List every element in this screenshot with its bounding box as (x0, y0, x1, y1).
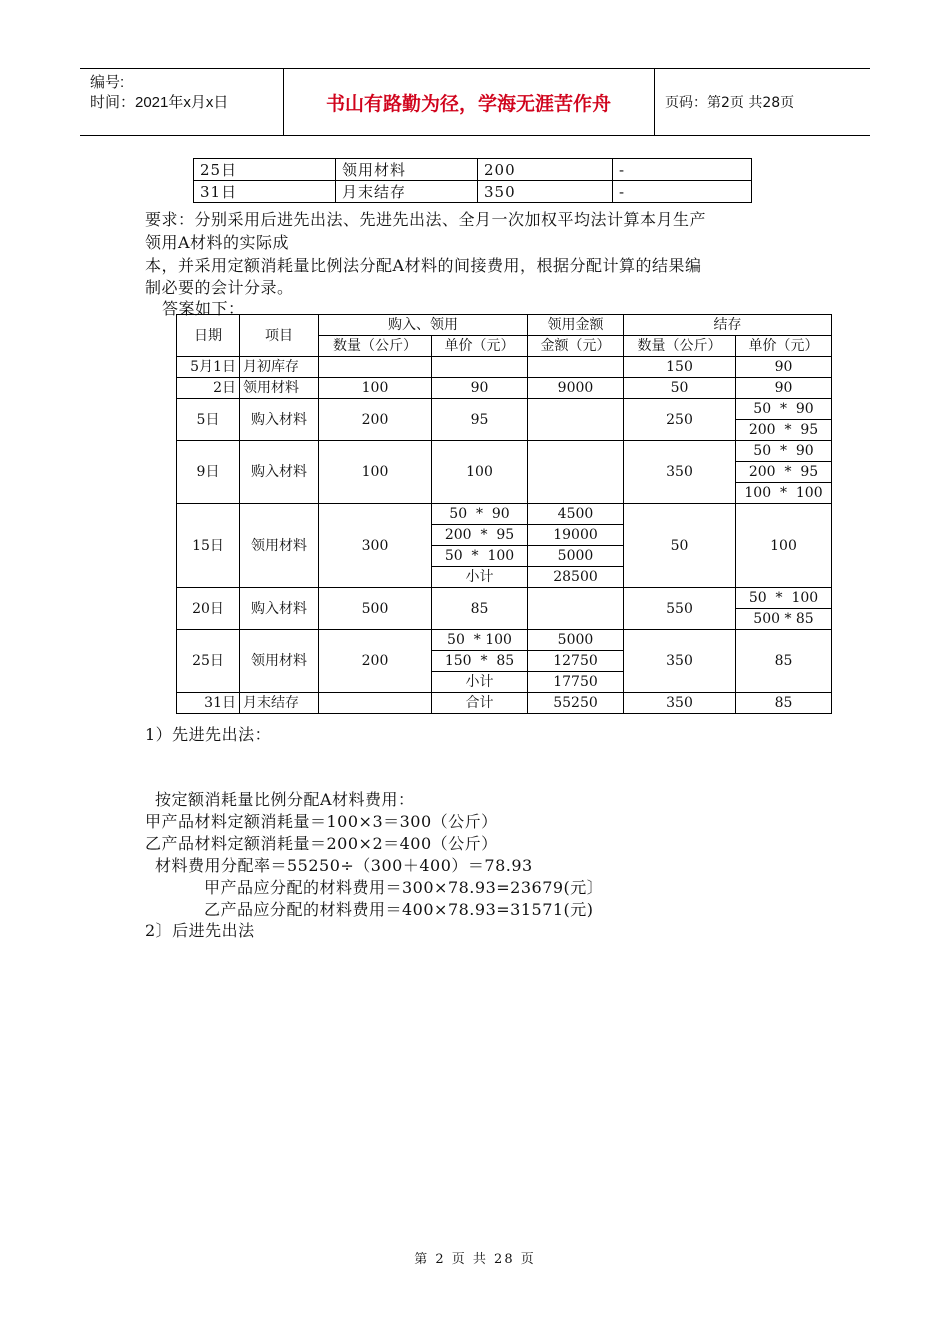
cell-amount (528, 441, 624, 504)
cell-price: 90 (432, 378, 528, 399)
table-row (177, 630, 832, 651)
cell-price: 50 * 100 (432, 630, 528, 651)
table-cell: 25日 (194, 159, 336, 181)
cell-qty: 100 (319, 441, 432, 504)
cell-bal-price: 200 * 95 (736, 462, 832, 483)
cell-bal-price: 200 * 95 (736, 420, 832, 441)
cell-bal-price: 90 (736, 378, 832, 399)
header-balance: 结存 (624, 315, 832, 336)
cell-qty: 500 (319, 588, 432, 630)
table-row (177, 378, 832, 399)
header-purchase: 购入、领用 (319, 315, 528, 336)
ledger-table (176, 314, 832, 714)
cell-price: 50 * 90 (432, 504, 528, 525)
table-row (177, 399, 832, 420)
cell-bal-qty: 550 (624, 588, 736, 630)
table-row (177, 357, 832, 378)
cell-amount (528, 399, 624, 441)
time-label: 时间：2021年x月x日 (90, 94, 229, 111)
table-header-row (177, 315, 832, 336)
cell-bal-price: 50 * 90 (736, 399, 832, 420)
cell-price: 50 * 100 (432, 546, 528, 567)
cell-bal-qty: 50 (624, 504, 736, 588)
cell-amount: 4500 (528, 504, 624, 525)
cell-amount: 19000 (528, 525, 624, 546)
header-bal-price: 单价（元） (736, 336, 832, 357)
table-row (194, 159, 752, 181)
cell-bal-price: 100 * 100 (736, 483, 832, 504)
cell-bal-price: 100 (736, 504, 832, 588)
header-left (90, 73, 228, 113)
header-page-info: 页码：第2页 共28页 (665, 95, 795, 111)
table-row (177, 504, 832, 525)
allocation-line: 材料费用分配率＝55250÷（300＋400）＝78.93 (155, 856, 533, 875)
header-price: 单价（元） (432, 336, 528, 357)
cell-price: 150 * 85 (432, 651, 528, 672)
requirement-line: 本，并采用定额消耗量比例法分配A材料的间接费用，根据分配计算的结果编 (145, 256, 702, 275)
cell-price: 95 (432, 399, 528, 441)
cell-bal-price: 90 (736, 357, 832, 378)
table-cell: 月末结存 (336, 181, 478, 203)
cell-amount (528, 588, 624, 630)
cell-date: 5日 (177, 399, 240, 441)
cell-bal-qty: 350 (624, 630, 736, 693)
table-cell: 领用材料 (336, 159, 478, 181)
allocation-title: 按定额消耗量比例分配A材料费用： (155, 790, 415, 809)
page-footer: 第 2 页 共 28 页 (414, 1252, 536, 1267)
cell-amount: 5000 (528, 630, 624, 651)
cell-item: 购入材料 (240, 588, 319, 630)
cell-item: 月初库存 (240, 357, 319, 378)
cell-amount: 5000 (528, 546, 624, 567)
top-table (193, 158, 752, 203)
cell-item: 领用材料 (240, 378, 319, 399)
cell-qty: 100 (319, 378, 432, 399)
cell-bal-qty: 250 (624, 399, 736, 441)
method-heading: 2〕后进先出法 (145, 921, 255, 940)
header-divider (654, 69, 655, 135)
cell-price: 85 (432, 588, 528, 630)
table-cell: - (613, 181, 752, 203)
header-bal-qty: 数量（公斤） (624, 336, 736, 357)
cell-subtotal: 小计 (432, 567, 528, 588)
cell-price (432, 357, 528, 378)
cell-date: 15日 (177, 504, 240, 588)
cell-subtotal: 小计 (432, 672, 528, 693)
cell-total: 合计 (432, 693, 528, 714)
allocation-line: 乙产品材料定额消耗量＝200×2＝400（公斤） (145, 834, 498, 853)
cell-item: 领用材料 (240, 504, 319, 588)
cell-date: 5月1日 (177, 357, 240, 378)
table-cell: 200 (478, 159, 613, 181)
cell-bal-qty: 150 (624, 357, 736, 378)
requirement-line: 要求：分别采用后进先出法、先进先出法、全月一次加权平均法计算本月生产 (145, 210, 707, 229)
cell-date: 31日 (177, 693, 240, 714)
method-heading: 1）先进先出法： (145, 725, 272, 744)
cell-bal-qty: 50 (624, 378, 736, 399)
table-row (177, 588, 832, 609)
allocation-line: 甲产品应分配的材料费用＝300×78.93=23679(元〕 (204, 878, 604, 897)
cell-bal-price: 50 * 100 (736, 588, 832, 609)
cell-qty: 200 (319, 399, 432, 441)
cell-price: 100 (432, 441, 528, 504)
table-cell: 350 (478, 181, 613, 203)
allocation-line: 乙产品应分配的材料费用＝400×78.93=31571(元) (204, 900, 594, 919)
cell-amount: 17750 (528, 672, 624, 693)
cell-bal-qty: 350 (624, 441, 736, 504)
table-row (177, 693, 832, 714)
cell-amount: 28500 (528, 567, 624, 588)
cell-amount (528, 357, 624, 378)
table-cell: - (613, 159, 752, 181)
header-date: 日期 (177, 315, 240, 357)
header-motto: 书山有路勤为径，学海无涯苦作舟 (325, 92, 611, 115)
page-header (80, 68, 870, 136)
header-amount-group: 领用金额 (528, 315, 624, 336)
header-amount: 金额（元） (528, 336, 624, 357)
cell-bal-price: 85 (736, 630, 832, 693)
allocation-line: 甲产品材料定额消耗量＝100×3＝300（公斤） (145, 812, 498, 831)
table-cell: 31日 (194, 181, 336, 203)
header-qty: 数量（公斤） (319, 336, 432, 357)
requirement-line: 制必要的会计分录。 (145, 278, 294, 297)
cell-item: 购入材料 (240, 441, 319, 504)
cell-date: 25日 (177, 630, 240, 693)
cell-amount: 9000 (528, 378, 624, 399)
cell-bal-price: 500 * 85 (736, 609, 832, 630)
table-row (194, 181, 752, 203)
cell-price: 200 * 95 (432, 525, 528, 546)
cell-bal-qty: 350 (624, 693, 736, 714)
table-row (177, 441, 832, 462)
header-item: 项目 (240, 315, 319, 357)
cell-item: 月末结存 (240, 693, 319, 714)
cell-amount: 12750 (528, 651, 624, 672)
cell-date: 9日 (177, 441, 240, 504)
cell-qty (319, 693, 432, 714)
cell-bal-price: 85 (736, 693, 832, 714)
cell-qty: 200 (319, 630, 432, 693)
cell-qty (319, 357, 432, 378)
cell-qty: 300 (319, 504, 432, 588)
answer-label: 答案如下： (162, 299, 245, 318)
number-label: 编号: (90, 74, 125, 91)
cell-amount: 55250 (528, 693, 624, 714)
requirement-line: 领用A材料的实际成 (145, 233, 290, 252)
cell-bal-price: 50 * 90 (736, 441, 832, 462)
cell-item: 购入材料 (240, 399, 319, 441)
cell-date: 20日 (177, 588, 240, 630)
cell-date: 2日 (177, 378, 240, 399)
cell-item: 领用材料 (240, 630, 319, 693)
